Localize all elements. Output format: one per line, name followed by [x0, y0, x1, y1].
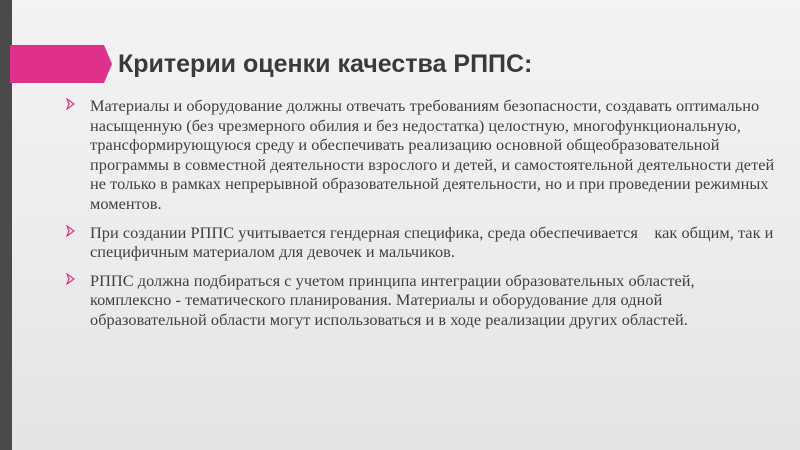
bullet-item — [66, 271, 778, 330]
title-accent-arrow — [10, 45, 104, 83]
slide-title: Критерии оценки качества РППС: — [118, 50, 533, 78]
hollow-arrow-bullet-icon — [66, 272, 76, 291]
bullet-text: При создании РППС учитывается гендерная специфика, среда обеспечивается как общим, так и специфичным материалом для девочек и мальчиков. — [90, 222, 778, 262]
hollow-arrow-bullet-icon — [66, 224, 76, 243]
bullet-item — [66, 96, 778, 214]
bullet-list — [66, 96, 778, 339]
title-accent-arrow-tip — [104, 45, 112, 83]
bullet-text: Материалы и оборудование должны отвечать требованиям безопасности, создавать оптимально насыщенную (без чрезмерного обилия и без недостатка) целостную, многофункциональную, трансформирующуюся среду и обеспечивать реализацию основной общеобразовательной программы в совместной деятельности взрослого и детей, и самостоятельной деятельности детей не только в рамках непрерывной образовательной деятельности, но и при проведении режимных моментов. — [90, 96, 779, 213]
bullet-item — [66, 223, 778, 262]
bullet-text: РППС должна подбираться с учетом принципа интеграции образовательных областей, комплексно - тематического планирования. Материалы и оборудование для одной образовательной области могут использоваться и в ходе реализации других областей. — [90, 270, 699, 329]
hollow-arrow-bullet-icon — [66, 97, 76, 116]
